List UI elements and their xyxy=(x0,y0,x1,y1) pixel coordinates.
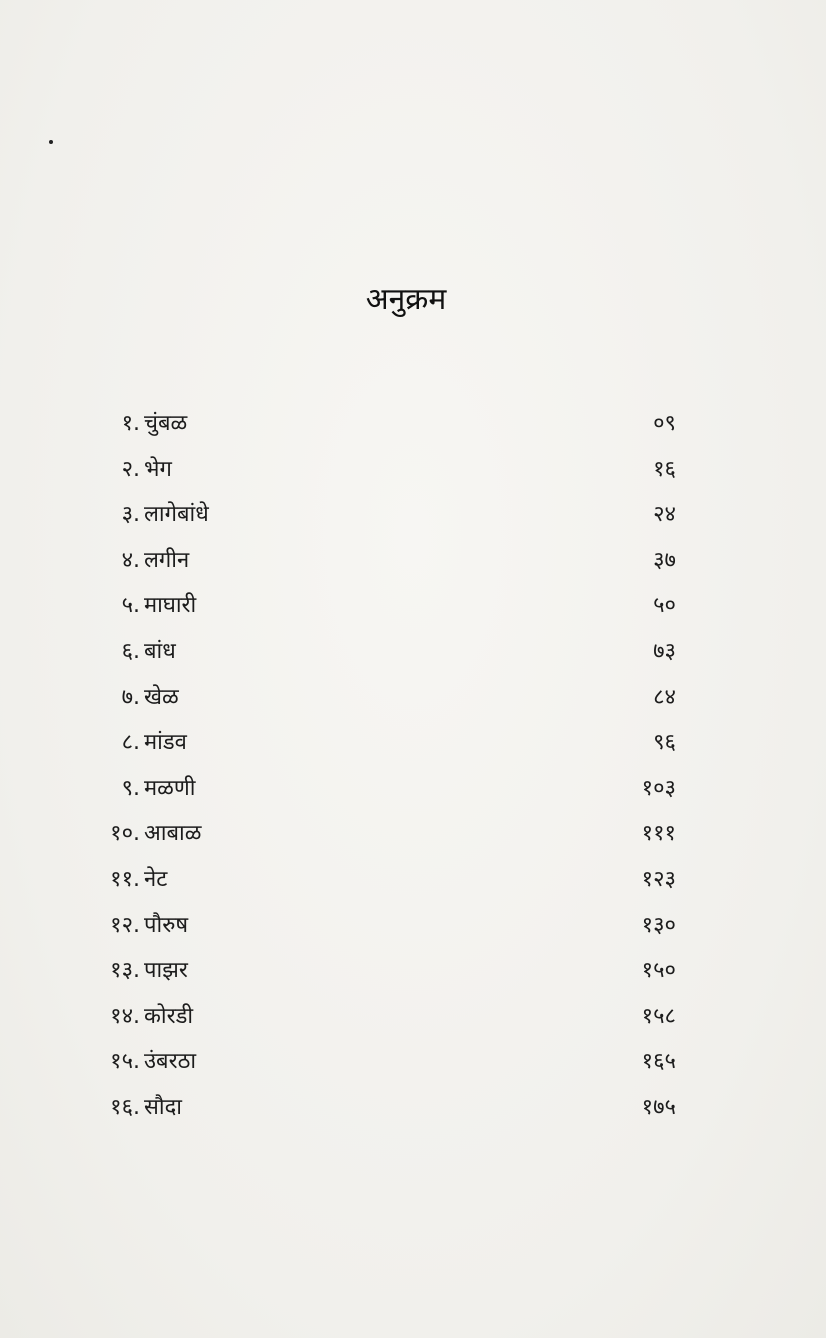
entry-number: ६. xyxy=(121,638,140,664)
entry-title: लागेबांधे xyxy=(144,502,209,528)
entry-title: नेट xyxy=(144,866,168,892)
entry-title: मांडव xyxy=(144,730,187,756)
toc-entry xyxy=(0,815,826,861)
entry-page: २४ xyxy=(653,502,676,528)
entry-title: खेळ xyxy=(144,684,179,710)
entry-title: लगीन xyxy=(144,547,190,573)
entry-number: १०. xyxy=(110,821,140,847)
toc-entry xyxy=(0,770,826,816)
entry-number: २. xyxy=(121,456,140,482)
entry-page: १३० xyxy=(641,912,676,938)
toc-entry xyxy=(0,907,826,953)
entry-title: पाझर xyxy=(144,958,188,984)
entry-page: ८४ xyxy=(653,684,676,710)
toc-entry xyxy=(0,952,826,998)
entry-number: १४. xyxy=(110,1003,140,1029)
entry-title: मळणी xyxy=(144,775,196,801)
toc-entry xyxy=(0,405,826,451)
entry-number: ७. xyxy=(121,684,140,710)
toc-entry xyxy=(0,861,826,907)
entry-page: १५८ xyxy=(641,1003,676,1029)
toc-entry xyxy=(0,1043,826,1089)
toc-entry xyxy=(0,496,826,542)
entry-page: ०९ xyxy=(653,411,676,436)
entry-title: कोरडी xyxy=(144,1003,194,1029)
toc-entry xyxy=(0,633,826,679)
entry-page: १२३ xyxy=(641,866,676,892)
entry-page: १७५ xyxy=(641,1094,676,1120)
entry-number: ८. xyxy=(121,730,140,756)
entry-page: १५० xyxy=(641,958,676,984)
toc-entry xyxy=(0,1089,826,1135)
entry-page: ९६ xyxy=(653,730,676,756)
entry-number: १. xyxy=(121,411,140,436)
entry-title: पौरुष xyxy=(144,912,189,938)
entry-number: १५. xyxy=(110,1049,140,1075)
ink-speck xyxy=(49,140,53,144)
toc-title: अनुक्रम xyxy=(365,282,447,317)
toc-entry xyxy=(0,998,826,1044)
toc-entry xyxy=(0,451,826,497)
entry-page: ७३ xyxy=(653,638,676,664)
entry-title: आबाळ xyxy=(144,821,202,847)
entry-number: ३. xyxy=(121,502,140,528)
entry-number: १६. xyxy=(110,1094,140,1120)
entry-page: ३७ xyxy=(653,547,676,573)
entry-number: १३. xyxy=(110,958,140,984)
toc-entry xyxy=(0,679,826,725)
toc-entry xyxy=(0,587,826,633)
entry-title: बांध xyxy=(144,638,176,664)
toc-entry xyxy=(0,724,826,770)
entry-page: १०३ xyxy=(641,775,676,801)
entry-number: ९. xyxy=(121,775,140,801)
entry-number: ५. xyxy=(121,593,140,619)
entry-title: भेग xyxy=(144,456,172,482)
entry-title: सौदा xyxy=(144,1094,182,1120)
entry-page: १६५ xyxy=(641,1049,676,1075)
entry-page: १११ xyxy=(641,821,676,847)
toc-list xyxy=(0,405,826,1135)
entry-title: उंबरठा xyxy=(144,1049,197,1075)
entry-number: १२. xyxy=(110,912,140,938)
entry-page: ५० xyxy=(653,593,676,619)
entry-number: ४. xyxy=(121,547,140,573)
toc-entry xyxy=(0,542,826,588)
entry-title: माघारी xyxy=(144,593,197,619)
entry-page: १६ xyxy=(653,456,676,482)
entry-number: ११. xyxy=(110,866,140,892)
entry-title: चुंबळ xyxy=(144,411,188,436)
